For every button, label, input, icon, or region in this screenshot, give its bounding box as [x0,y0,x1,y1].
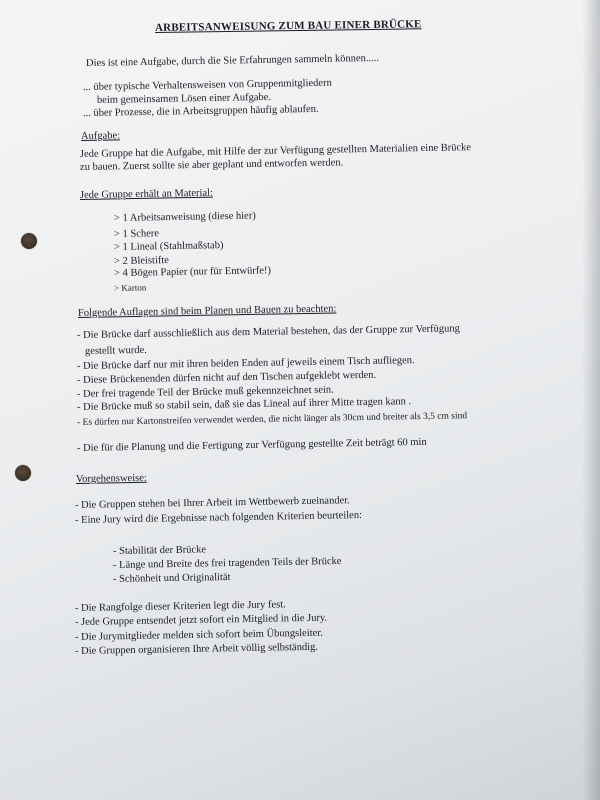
material-item: > 4 Bögen Papier (nur für Entwürfe!) [113,265,272,279]
material-item: > Karton [113,282,147,293]
document-title: ARBEITSANWEISUNG ZUM BAU EINER BRÜCKE [154,18,422,34]
auflagen-item: - Diese Brückenenden dürfen nicht auf den Tischen aufgeklebt werden. [76,369,377,386]
criterion-item: - Schönheit und Originalität [112,571,231,585]
auflagen-item: - Die Brücke darf ausschließlich aus dem Material bestehen, das der Gruppe zur Verfügung [76,323,460,341]
aufgabe-heading: Aufgabe: [80,130,121,142]
material-item: > 1 Lineal (Stahlmaßstab) [113,240,224,253]
closing-item: - Die Gruppen organisieren Ihre Arbeit völlig selbständig. [74,641,319,657]
material-item: > 2 Bleistifte [113,255,170,267]
auflagen-item: gestellt wurde. [84,344,147,357]
criterion-item: - Länge und Breite des frei tragenden Teils der Brücke [112,556,342,571]
auflagen-heading: Folgende Auflagen sind beim Planen und Bauen zu beachten: [77,303,337,319]
auflagen-item: - Die Brücke darf nur mit ihren beiden Enden auf jeweils einem Tisch aufliegen. [76,355,415,372]
vorgehensweise-item: - Eine Jury wird die Ergebnisse nach folgenden Kriterien beurteilen: [74,509,363,526]
intro-item: ... über Prozesse, die in Arbeitsgruppen häufig ablaufen. [82,103,319,119]
criterion-item: - Stabilität der Brücke [112,544,207,557]
vorgehensweise-heading: Vorgehensweise: [75,472,147,485]
aufgabe-text: zu bauen. Zuerst sollte sie aber geplant und entworfen werden. [79,157,344,173]
aufgabe-text: Jede Gruppe hat die Aufgabe, mit Hilfe der zur Verfügung gestellten Materialien eine Brücke [79,142,472,160]
auflagen-item: - Es dürfen nur Kartonstreifen verwendet werden, die nicht länger als 30cm und breiter als 3,5 cm sind [76,411,468,428]
intro-item: ... über typische Verhaltensweisen von Gruppenmitgliedern [82,77,332,93]
vorgehensweise-item: - Die Gruppen stehen bei Ihrer Arbeit im Wettbewerb zueinander. [74,495,350,511]
material-heading: Jede Gruppe erhält an Material: [79,187,214,201]
auflagen-item: - Die Brücke muß so stabil sein, daß sie das Lineal auf ihrer Mitte tragen kann . [76,396,412,413]
closing-item: - Jede Gruppe entsendet jetzt sofort ein Mitglied in die Jury. [74,612,328,628]
closing-item: - Die Rangfolge dieser Kriterien legt die Jury fest. [74,599,286,614]
material-item: > 1 Arbeitsanweisung (diese hier) [113,210,256,224]
auflagen-item: - Die für die Planung und die Fertigung zur Verfügung gestellte Zeit beträgt 60 min [76,436,427,454]
auflagen-item: - Der frei tragende Teil der Brücke muß gekennzeichnet sein. [76,384,334,400]
intro-item: beim gemeinsamen Lösen einer Aufgabe. [96,91,272,106]
intro-text: Dies ist eine Aufgabe, durch die Sie Erfahrungen sammeln können..... [85,52,380,69]
closing-item: - Die Jurymitglieder melden sich sofort beim Übungsleiter. [74,627,323,643]
material-item: > 1 Schere [113,228,160,240]
